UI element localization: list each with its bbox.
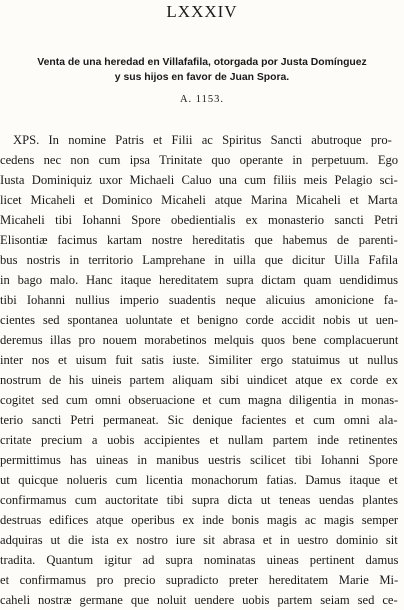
body-line: critate precium a uobis accipientes et nullam partem inde retinentes: [0, 433, 398, 447]
body-line: deremus illas pro nouem morabetinos melquis quos bene complacuerunt: [0, 333, 399, 347]
body-line: destruas edifices atque operibus ex inde bonis magis ac magis semper: [0, 513, 399, 527]
body-line: Iusta Dominiquiz uxor Michaeli Caluo una cum filiis meis Pelagio sci-: [0, 173, 398, 187]
body-line: cientes sed spontanea uoluntate et benigno corde accidit nobis ut uen-: [0, 313, 399, 327]
body-line: Elisontiæ facimus kartam nostre hereditatis que habemus de parenti-: [0, 233, 398, 247]
body-line: terio sancti Petri permaneat. Sic denique facientes et cum omni ala-: [0, 413, 398, 427]
body-line: nostrum de his uineis partem aliquam sibi uindicet atque ex corde ex: [0, 373, 398, 387]
document-number: LXXXIV: [166, 2, 238, 21]
heading-line: Venta de una heredad en Villafafila, otorgada por Justa Domínguez: [37, 57, 367, 68]
body-line: tibi Iohanni nullius imperio suadentis neque alicuius amonicione fa-: [0, 293, 398, 307]
body-line: cedens nec non cum ipsa Trinitate quo operante in perpetuum. Ego: [0, 153, 399, 167]
body-line: permittimus has uineas in manibus uestris scilicet tibi Iohanni Spore: [0, 453, 398, 467]
body-line: licet Micaheli et Dominico Micaheli atque Marina Micaheli et Marta: [0, 193, 398, 207]
body-line: Micaheli tibi Iohanni Spore obedientialis ex monasterio sancti Petri: [0, 213, 398, 227]
body-line: tradita. Quantum igitur ad supra nominatas uineas pertinent damus: [0, 553, 399, 567]
body-line: confirmamus cum auctoritate tibi supra dicta ut teneas uendas plantes: [0, 493, 399, 507]
body-line: XPS. In nomine Patris et Filii ac Spiritus Sancti abutroque pro-: [13, 133, 392, 147]
body-line: et confirmamus pro precio supradicto preter hereditatem Marie Mi-: [0, 573, 399, 587]
body-line: adquiras ut die ista ex nostro iure sit abrasa et in uestro dominio sit: [0, 533, 398, 547]
body-line: ut quicque nolueris cum licentia monachorum fatias. Damus itaque et: [0, 473, 398, 487]
document-heading: [8, 55, 396, 85]
document-year: A. 1153.: [179, 94, 225, 105]
body-line: in bago malo. Hanc itaque hereditatem supra dictam quam uendidimus: [0, 273, 399, 287]
body-line: cogitet sed cum omni obseruacione et cum magna diligentia in monas-: [0, 393, 399, 407]
body-line: inter nos et uisum fuit satis iuste. Similiter ergo statuimus ut nullus: [0, 353, 399, 367]
heading-line: y sus hijos en favor de Juan Spora.: [114, 72, 290, 83]
body-line: bus nostris in territorio Lamprehane in uilla que dicitur Uilla Fafila: [0, 253, 398, 267]
body-line: caheli nostræ germane que noluit uendere uobis partem seiam sed ce-: [0, 593, 398, 607]
